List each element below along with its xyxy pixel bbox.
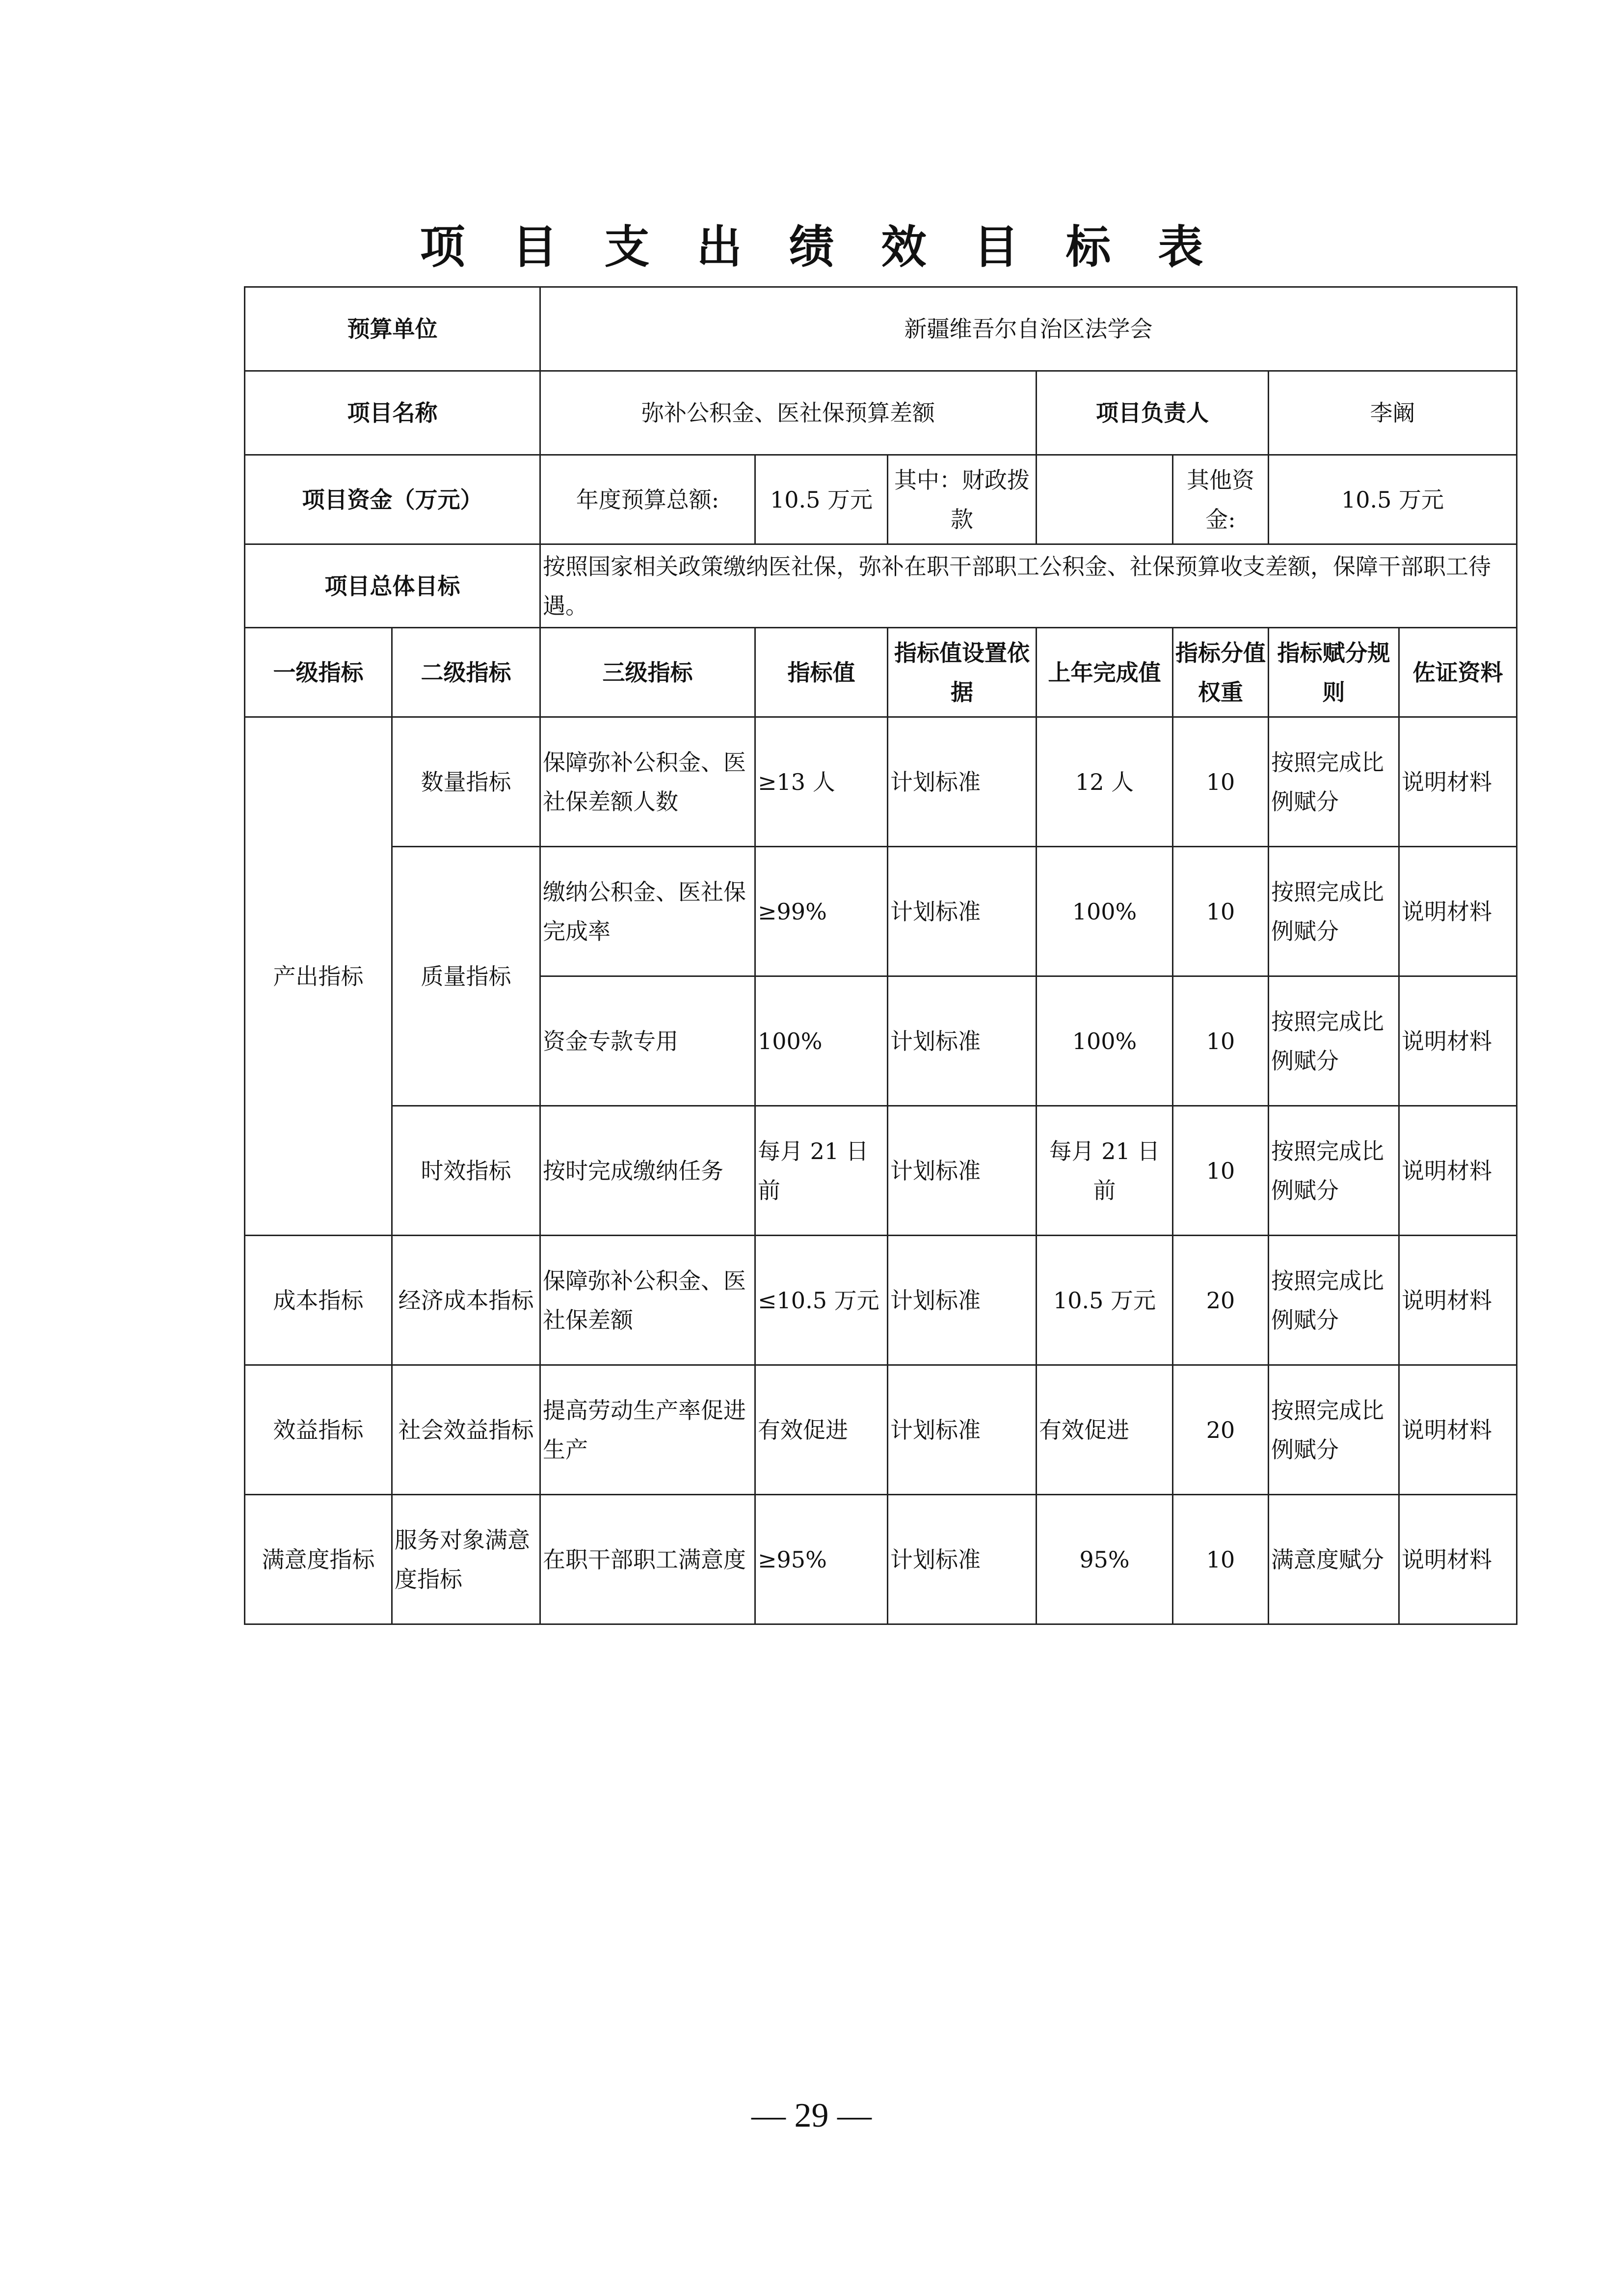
level2-quantity: 数量指标 [392,717,540,847]
rule-cell: 按照完成比例赋分 [1269,847,1399,976]
level1-cost: 成本指标 [245,1236,392,1365]
basis-cell: 计划标准 [888,717,1037,847]
other-funds-value: 10.5 万元 [1269,455,1517,544]
last-year-cell: 有效促进 [1037,1365,1173,1495]
evidence-cell: 说明材料 [1399,1236,1517,1365]
level1-satisfaction: 满意度指标 [245,1495,392,1624]
header-value: 指标值 [755,628,888,717]
overall-goal-value: 按照国家相关政策缴纳医社保，弥补在职干部职工公积金、社保预算收支差额，保障干部职工待遇。 [540,544,1517,628]
level3-cell: 保障弥补公积金、医社保差额人数 [540,717,755,847]
weight-cell: 20 [1173,1236,1269,1365]
header-weight: 指标分值权重 [1173,628,1269,717]
evidence-cell: 说明材料 [1399,847,1517,976]
annual-budget-value: 10.5 万元 [755,455,888,544]
last-year-cell: 10.5 万元 [1037,1236,1173,1365]
value-cell: ≥95% [755,1495,888,1624]
rule-cell: 按照完成比例赋分 [1269,1236,1399,1365]
table-row [245,1106,1517,1236]
level3-cell: 保障弥补公积金、医社保差额 [540,1236,755,1365]
level2-economic-cost: 经济成本指标 [392,1236,540,1365]
last-year-cell: 100% [1037,976,1173,1106]
level3-cell: 在职干部职工满意度 [540,1495,755,1624]
header-rule: 指标赋分规则 [1269,628,1399,717]
rule-cell: 按照完成比例赋分 [1269,1106,1399,1236]
header-level1: 一级指标 [245,628,392,717]
level2-service-satisfaction: 服务对象满意度指标 [392,1495,540,1624]
basis-cell: 计划标准 [888,1495,1037,1624]
last-year-cell: 每月 21 日前 [1037,1106,1173,1236]
weight-cell: 10 [1173,1495,1269,1624]
level2-timeliness: 时效指标 [392,1106,540,1236]
fiscal-allocation-label: 其中：财政拨款 [888,455,1037,544]
page-title: 项目支出绩效目标表 [420,221,1251,273]
weight-cell: 10 [1173,717,1269,847]
other-funds-label: 其他资金: [1173,455,1269,544]
value-cell: ≥99% [755,847,888,976]
last-year-cell: 12 人 [1037,717,1173,847]
weight-cell: 10 [1173,847,1269,976]
level1-benefit: 效益指标 [245,1365,392,1495]
rule-cell: 满意度赋分 [1269,1495,1399,1624]
fiscal-allocation-value [1037,455,1173,544]
rule-cell: 按照完成比例赋分 [1269,717,1399,847]
evidence-cell: 说明材料 [1399,1365,1517,1495]
value-cell: 有效促进 [755,1365,888,1495]
level3-cell: 资金专款专用 [540,976,755,1106]
budget-unit-row [245,287,1517,371]
level2-social-benefit: 社会效益指标 [392,1365,540,1495]
overall-goal-row [245,544,1517,628]
budget-unit-value: 新疆维吾尔自治区法学会 [540,287,1517,371]
last-year-cell: 100% [1037,847,1173,976]
project-name-label: 项目名称 [245,371,540,455]
basis-cell: 计划标准 [888,1365,1037,1495]
value-cell: ≥13 人 [755,717,888,847]
header-basis: 指标值设置依据 [888,628,1037,717]
page-number: — 29 — [751,2097,872,2134]
project-funds-row [245,455,1517,544]
level3-cell: 按时完成缴纳任务 [540,1106,755,1236]
level3-cell: 缴纳公积金、医社保完成率 [540,847,755,976]
header-last-year: 上年完成值 [1037,628,1173,717]
rule-cell: 按照完成比例赋分 [1269,1365,1399,1495]
table-row [245,1495,1517,1624]
header-row [245,628,1517,717]
header-level2: 二级指标 [392,628,540,717]
project-name-value: 弥补公积金、医社保预算差额 [540,371,1037,455]
overall-goal-label: 项目总体目标 [245,544,540,628]
level2-quality: 质量指标 [392,847,540,1106]
basis-cell: 计划标准 [888,847,1037,976]
weight-cell: 20 [1173,1365,1269,1495]
project-funds-label: 项目资金（万元） [245,455,540,544]
project-leader-value: 李阚 [1269,371,1517,455]
level3-cell: 提高劳动生产率促进生产 [540,1365,755,1495]
table-row [245,847,1517,976]
rule-cell: 按照完成比例赋分 [1269,976,1399,1106]
weight-cell: 10 [1173,1106,1269,1236]
basis-cell: 计划标准 [888,976,1037,1106]
project-name-row [245,371,1517,455]
header-evidence: 佐证资料 [1399,628,1517,717]
table-row [245,1365,1517,1495]
level1-output: 产出指标 [245,717,392,1236]
weight-cell: 10 [1173,976,1269,1106]
table-row [245,1236,1517,1365]
budget-unit-label: 预算单位 [245,287,540,371]
evidence-cell: 说明材料 [1399,1495,1517,1624]
project-leader-label: 项目负责人 [1037,371,1269,455]
evidence-cell: 说明材料 [1399,1106,1517,1236]
value-cell: 每月 21 日前 [755,1106,888,1236]
header-level3: 三级指标 [540,628,755,717]
evidence-cell: 说明材料 [1399,976,1517,1106]
value-cell: ≤10.5 万元 [755,1236,888,1365]
last-year-cell: 95% [1037,1495,1173,1624]
evidence-cell: 说明材料 [1399,717,1517,847]
value-cell: 100% [755,976,888,1106]
basis-cell: 计划标准 [888,1236,1037,1365]
performance-table [244,286,1517,1625]
annual-budget-label: 年度预算总额: [540,455,755,544]
table-row [245,717,1517,847]
basis-cell: 计划标准 [888,1106,1037,1236]
